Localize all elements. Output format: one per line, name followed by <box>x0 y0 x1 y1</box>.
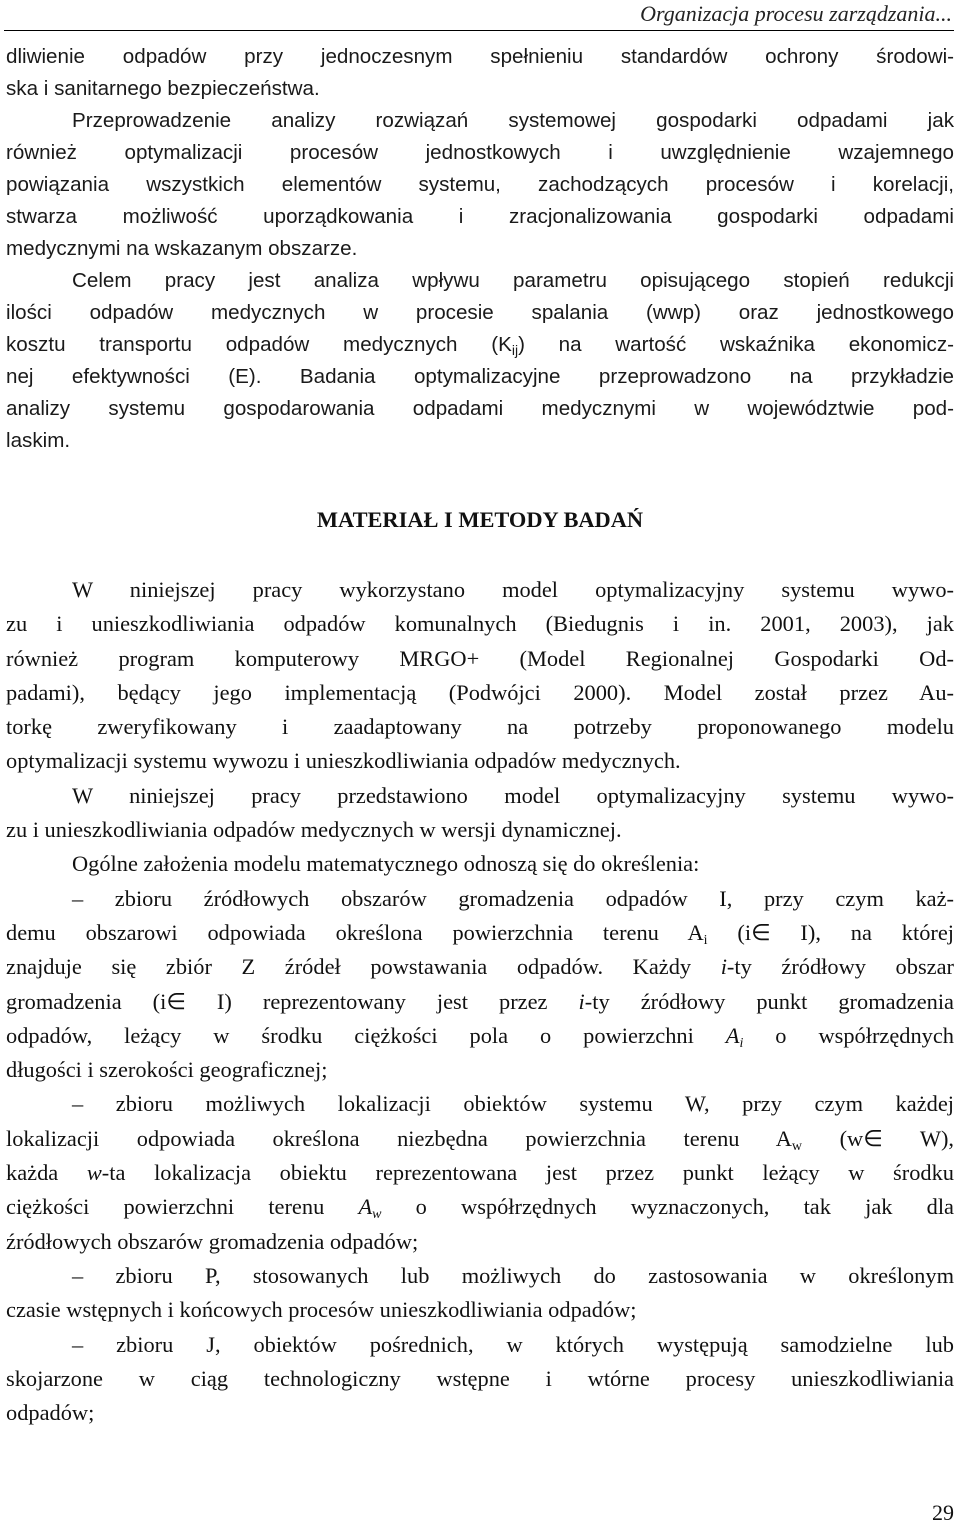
methods-p2-line: W niniejszej pracy przedstawiono model optymalizacyjny systemu wywo- <box>72 782 954 808</box>
list-item-1-line: demu obszarowi odpowiada określona powierzchnia terenu $A_i$ (i∈ I), na której <box>6 919 955 948</box>
list-item-1-line: odpadów, leżący w środku ciężkości pola o powierzchni $A_i$ o współrzędnych <box>6 1022 954 1051</box>
intro-p2-line: również optymalizacji procesów jednostkowych i uwzględnienie wzajemnego <box>6 141 954 164</box>
intro-section <box>6 41 954 457</box>
intro-p3-line: kosztu transportu odpadów medycznych $(K_{ij})$ na wartość wskaźnika ekonomicz- <box>6 333 955 358</box>
intro-p2-line: medycznymi na wskazanym obszarze. <box>6 237 358 260</box>
intro-p3-line: ilości odpadów medycznych w procesie spalania (wwp) oraz jednostkowego <box>6 301 954 324</box>
methods-p1-line: optymalizacji systemu wywozu i unieszkodliwiania odpadów medycznych. <box>6 748 681 774</box>
intro-p3-line: Celem pracy jest analiza wpływu parametru opisującego stopień redukcji <box>72 269 954 292</box>
methods-p1-line: torkę zweryfikowany i zaadaptowany na potrzeby proponowanego modelu <box>6 714 954 740</box>
intro-p2-line: powiązania wszystkich elementów systemu, zachodzących procesów i korelacji, <box>6 173 954 196</box>
intro-p2-line: Przeprowadzenie analizy rozwiązań systemowej gospodarki odpadami jak <box>72 109 954 132</box>
intro-p2-line: stwarza możliwość uporządkowania i zracjonalizowania gospodarki odpadami <box>6 205 954 228</box>
list-item-4-line: skojarzone w ciąg technologiczny wstępne i wtórne procesy unieszkodliwiania <box>6 1365 954 1391</box>
page-content <box>6 41 954 1430</box>
list-item-4-line: odpadów; <box>6 1400 95 1426</box>
intro-p3-line: nej efektywności (E). Badania optymalizacyjne przeprowadzono na przykładzie <box>6 365 954 388</box>
methods-p1-line: padami), będący jego implementacją (Podwójci 2000). Model został przez Au- <box>6 679 954 705</box>
list-item-2-line: – zbioru możliwych lokalizacji obiektów systemu W, przy czym każdej <box>72 1091 954 1117</box>
intro-p3-line: laskim. <box>6 429 71 452</box>
methods-p2-line: zu i unieszkodliwiania odpadów medycznych w wersji dynamicznej. <box>6 817 622 843</box>
list-item-2-line: lokalizacji odpowiada określona niezbędna powierzchnia terenu $A_w$ (w∈ W), <box>6 1125 955 1154</box>
list-item-1-line: gromadzenia (i∈ I) reprezentowany jest przez i-ty źródłowy punkt gromadzenia <box>6 988 954 1014</box>
page-number: 29 <box>932 1500 954 1525</box>
list-item-1-line: znajduje się zbiór Z źródeł powstawania odpadów. Każdy i-ty źródłowy obszar <box>6 954 954 980</box>
list-item-1-line: – zbioru źródłowych obszarów gromadzenia odpadów I, przy czym każ- <box>72 885 954 911</box>
running-title: Organizacja procesu zarządzania... <box>640 1 952 26</box>
list-item-3-line: czasie wstępnych i końcowych procesów unieszkodliwiania odpadów; <box>6 1297 637 1323</box>
methods-p1-line: również program komputerowy MRGO+ (Model Regionalnej Gospodarki Od- <box>6 645 954 671</box>
list-item-4-line: – zbioru J, obiektów pośrednich, w których występują samodzielne lub <box>72 1331 954 1357</box>
methods-section <box>6 573 954 1430</box>
running-header <box>0 0 960 34</box>
methods-p1-line: W niniejszej pracy wykorzystano model optymalizacyjny systemu wywo- <box>72 577 954 602</box>
list-item-3-line: – zbioru P, stosowanych lub możliwych do zastosowania w określonym <box>72 1262 954 1288</box>
list-item-2-line: każda w-ta lokalizacja obiektu reprezentowana jest przez punkt leżący w środku <box>6 1160 954 1186</box>
list-item-2-line: źródłowych obszarów gromadzenia odpadów; <box>6 1228 419 1254</box>
section-heading: MATERIAŁ I METODY BADAŃ <box>316 507 644 532</box>
methods-p3: Ogólne założenia modelu matematycznego odnoszą się do określenia: <box>72 851 700 877</box>
header-rule <box>4 30 954 31</box>
intro-p3-line: analizy systemu gospodarowania odpadami medycznymi w województwie pod- <box>6 397 954 420</box>
methods-p1-line: zu i unieszkodliwiania odpadów komunalnych (Biedugnis i in. 2001, 2003), jak <box>6 611 954 637</box>
list-item-2-line: ciężkości powierzchni terenu $A_w$ o współrzędnych wyznaczonych, tak jak dla <box>6 1194 954 1223</box>
list-item-1-line: długości i szerokości geograficznej; <box>6 1057 328 1083</box>
intro-p1-line: ska i sanitarnego bezpieczeństwa. <box>6 77 320 100</box>
intro-p1-line: dliwienie odpadów przy jednoczesnym spełnieniu standardów ochrony środowi- <box>6 45 954 68</box>
